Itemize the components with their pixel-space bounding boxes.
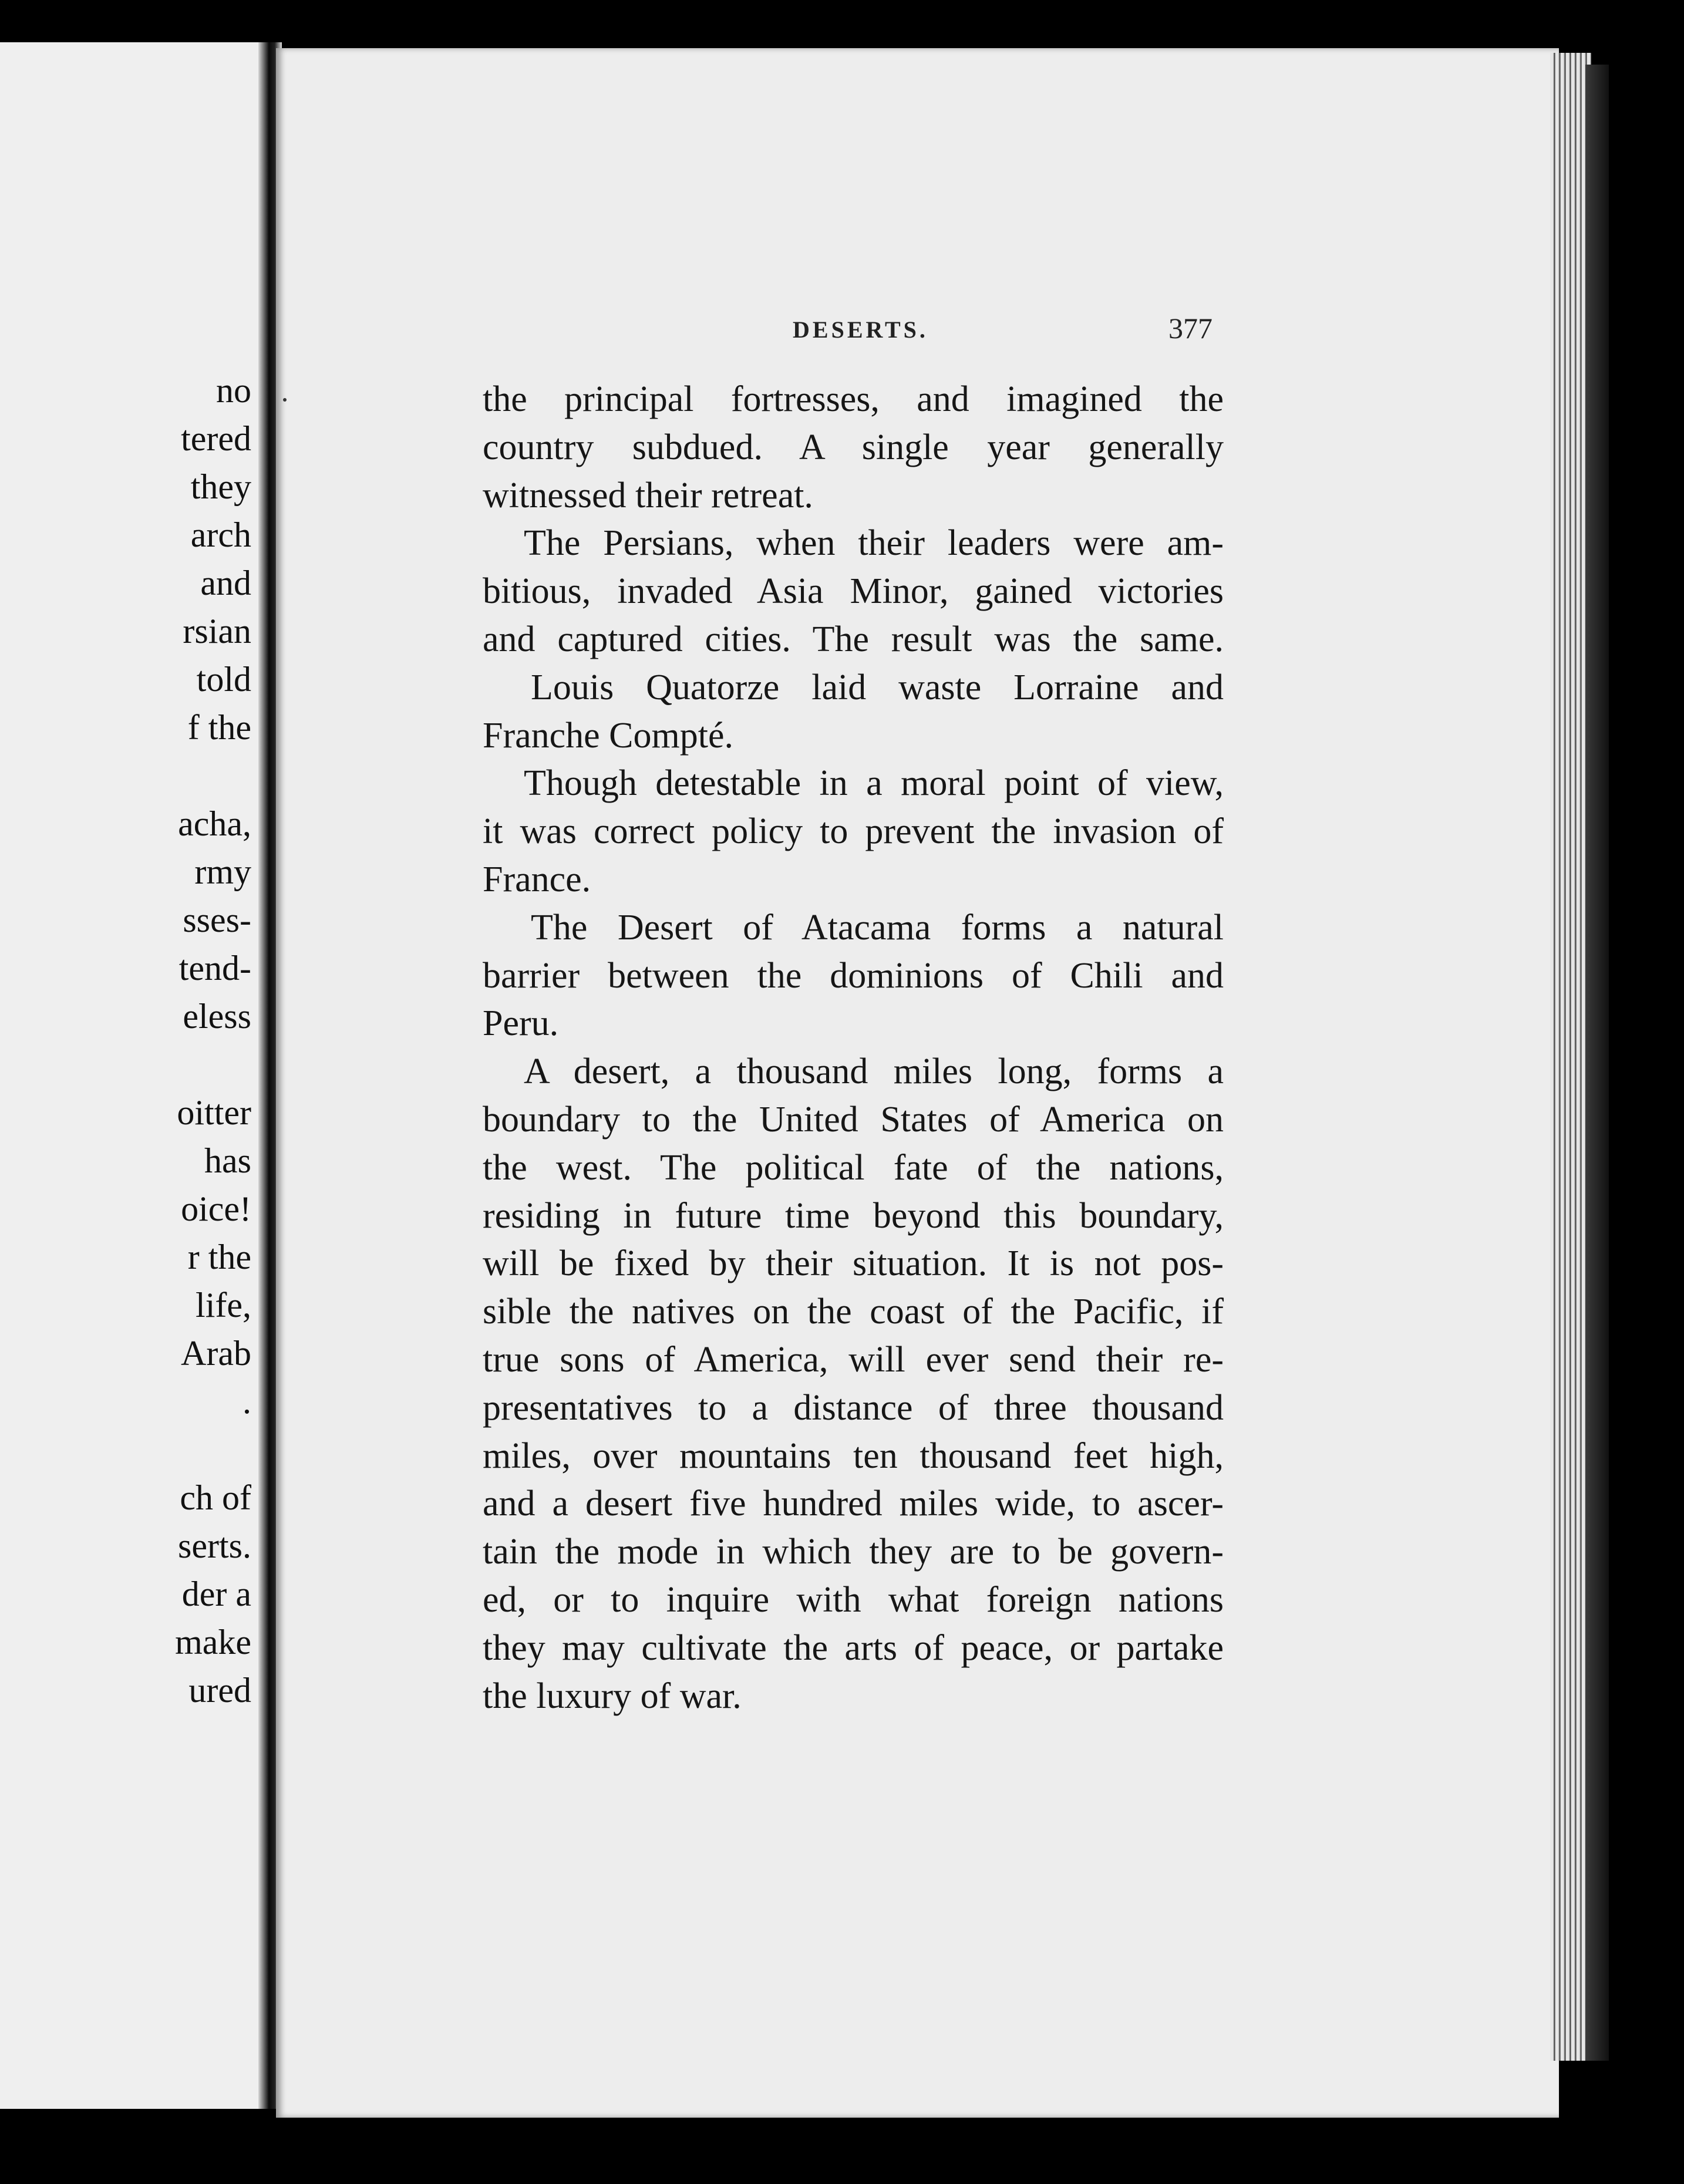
text-line: Franche Compté. xyxy=(483,715,734,756)
left-page-line: tered xyxy=(181,419,251,458)
text-line: barrier between the dominions of Chili and xyxy=(483,955,1224,996)
left-page-line: acha, xyxy=(178,804,251,843)
text-line: The Desert of Atacama forms a natural xyxy=(531,907,1224,948)
left-page-line: oice! xyxy=(181,1189,251,1228)
left-page-line: told xyxy=(196,660,251,699)
text-line: residing in future time beyond this boundary, xyxy=(483,1195,1224,1236)
text-line: will be fixed by their situation. It is not pos- xyxy=(483,1243,1224,1284)
left-page-line: sses- xyxy=(183,901,251,939)
left-page-line: f the xyxy=(187,708,251,747)
left-page-line: tend- xyxy=(178,949,251,987)
text-line: the west. The political fate of the nations, xyxy=(483,1147,1224,1188)
left-page-line: oitter xyxy=(177,1093,251,1132)
text-line: miles, over mountains ten thousand feet high, xyxy=(483,1435,1224,1476)
text-line: Though detestable in a moral point of view, xyxy=(524,763,1224,804)
text-line: ed, or to inquire with what foreign nations xyxy=(483,1579,1224,1620)
margin-dot xyxy=(283,398,287,402)
left-page-line: and xyxy=(200,564,251,602)
left-page-line: rmy xyxy=(194,852,251,891)
left-page-line: serts. xyxy=(178,1526,251,1565)
text-line: and captured cities. The result was the same. xyxy=(483,619,1224,659)
left-page-line: make xyxy=(175,1623,251,1661)
left-page-line: they xyxy=(190,467,251,506)
left-page-line: rsian xyxy=(183,612,251,651)
text-line: and a desert five hundred miles wide, to ascer- xyxy=(483,1484,1224,1524)
text-line: Louis Quatorze laid waste Lorraine and xyxy=(531,667,1224,707)
text-line: Peru. xyxy=(483,1003,559,1044)
left-page-line: has xyxy=(204,1141,251,1180)
text-line: France. xyxy=(483,859,591,899)
left-page-line: Arab xyxy=(181,1334,251,1373)
text-line: true sons of America, will ever send their re- xyxy=(483,1339,1224,1380)
text-line: they may cultivate the arts of peace, or partake xyxy=(483,1627,1224,1668)
left-page-line: ch of xyxy=(180,1478,251,1517)
text-line: it was correct policy to prevent the invasion of xyxy=(483,811,1224,852)
text-line: The Persians, when their leaders were am- xyxy=(524,523,1224,564)
left-page xyxy=(0,42,272,2109)
text-line: witnessed their retreat. xyxy=(483,475,813,515)
text-line: boundary to the United States of America on xyxy=(483,1099,1224,1140)
text-line: the luxury of war. xyxy=(483,1676,742,1716)
left-page-line: arch xyxy=(190,515,251,554)
text-line: A desert, a thousand miles long, forms a xyxy=(524,1051,1224,1092)
text-line: bitious, invaded Asia Minor, gained victories xyxy=(483,571,1224,612)
text-line: tain the mode in which they are to be govern- xyxy=(483,1532,1224,1572)
left-page-line: no xyxy=(216,371,251,410)
text-line: presentatives to a distance of three thousand xyxy=(483,1387,1224,1428)
left-page-line: life, xyxy=(196,1286,251,1324)
left-page-line: r the xyxy=(187,1238,251,1276)
body-text xyxy=(483,376,1224,1720)
book-edge-shadow xyxy=(1585,65,1609,2061)
left-page-line: der a xyxy=(181,1575,251,1613)
left-page-line: ured xyxy=(188,1671,251,1710)
left-page-line: . xyxy=(243,1382,251,1421)
running-head: DESERTS. xyxy=(793,316,928,343)
text-line: country subdued. A single year generally xyxy=(483,427,1224,467)
text-line: the principal fortresses, and imagined the xyxy=(483,379,1224,419)
text-line: sible the natives on the coast of the Pacific, if xyxy=(483,1292,1224,1332)
page-number: 377 xyxy=(1168,312,1213,345)
left-page-line: eless xyxy=(183,997,251,1036)
